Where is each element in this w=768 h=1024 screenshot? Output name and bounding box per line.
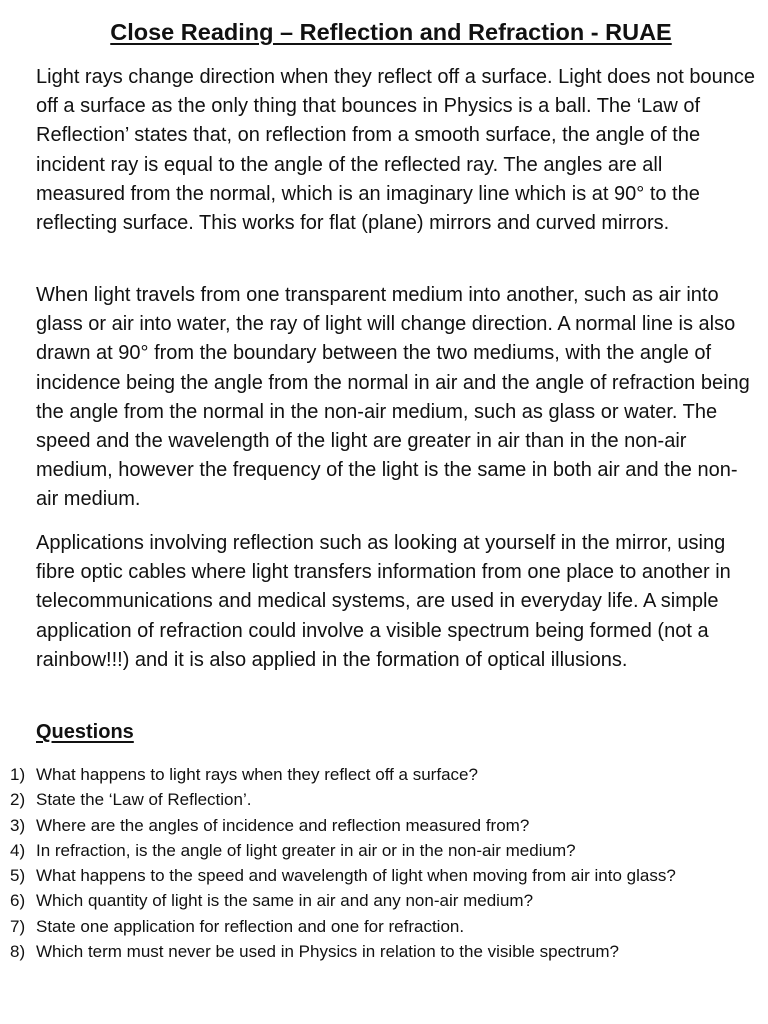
question-number: 2) <box>10 790 26 810</box>
question-number: 3) <box>10 815 26 835</box>
question-item-3 <box>0 813 760 838</box>
question-text: In refraction, is the angle of light greater in air or in the non-air medium? <box>36 840 576 860</box>
question-text: State the ‘Law of Reflection’. <box>36 790 252 810</box>
question-number: 6) <box>10 891 26 911</box>
question-text: What happens to light rays when they reflect off a surface? <box>36 765 478 784</box>
questions-heading: Questions <box>36 721 134 743</box>
question-item-8 <box>0 939 760 964</box>
question-text: Which term must never be used in Physics in relation to the visible spectrum? <box>36 942 619 962</box>
questions-list <box>0 762 760 964</box>
question-text: Which quantity of light is the same in air and any non-air medium? <box>36 891 534 911</box>
question-item-5 <box>0 863 760 888</box>
question-text: Where are the angles of incidence and reflection measured from? <box>36 815 530 835</box>
question-text: State one application for reflection and one for refraction. <box>36 916 465 936</box>
question-item-4 <box>0 838 760 863</box>
question-number: 1) <box>10 765 26 784</box>
document-title: Close Reading – Reflection and Refraction - RUAE <box>110 19 672 45</box>
paragraph-applications: Applications involving reflection such as looking at yourself in the mirror, using fibre optic cables where light transfers information from one place to another in telecommunications and medical systems, are used in everyday life. A simple application of refraction could involve a visible spectrum being formed (not a rainbow!!!) and it is also applied in the formation of optical illusions. <box>36 532 731 671</box>
question-text: What happens to the speed and wavelength of light when moving from air into glass? <box>36 866 676 886</box>
question-number: 4) <box>10 840 26 860</box>
question-number: 8) <box>10 942 26 962</box>
question-item-1 <box>0 762 760 787</box>
question-number: 7) <box>10 916 26 936</box>
question-item-6 <box>0 888 760 913</box>
question-item-7 <box>0 914 760 939</box>
paragraph-reflection: Light rays change direction when they reflect off a surface. Light does not bounce off a surface as the only thing that bounces in Physics is a ball. The ‘Law of Reflection’ states that, on reflection from a smooth surface, the angle of the incident ray is equal to the angle of the reflected ray. The angles are all measured from the normal, which is an imaginary line which is at 90° to the reflecting surface. This works for flat (plane) mirrors and curved mirrors. <box>36 66 755 235</box>
paragraph-refraction: When light travels from one transparent medium into another, such as air into glass or air into water, the ray of light will change direction. A normal line is also drawn at 90° from the boundary between the two mediums, with the angle of incidence being the angle from the normal in air and the angle of refraction being the angle from the normal in the non-air medium, such as glass or water. The speed and the wavelength of the light are greater in air than in the non-air medium, however the frequency of the light is the same in both air and the non-air medium. <box>36 284 750 511</box>
question-item-2 <box>0 787 760 812</box>
question-number: 5) <box>10 866 26 886</box>
